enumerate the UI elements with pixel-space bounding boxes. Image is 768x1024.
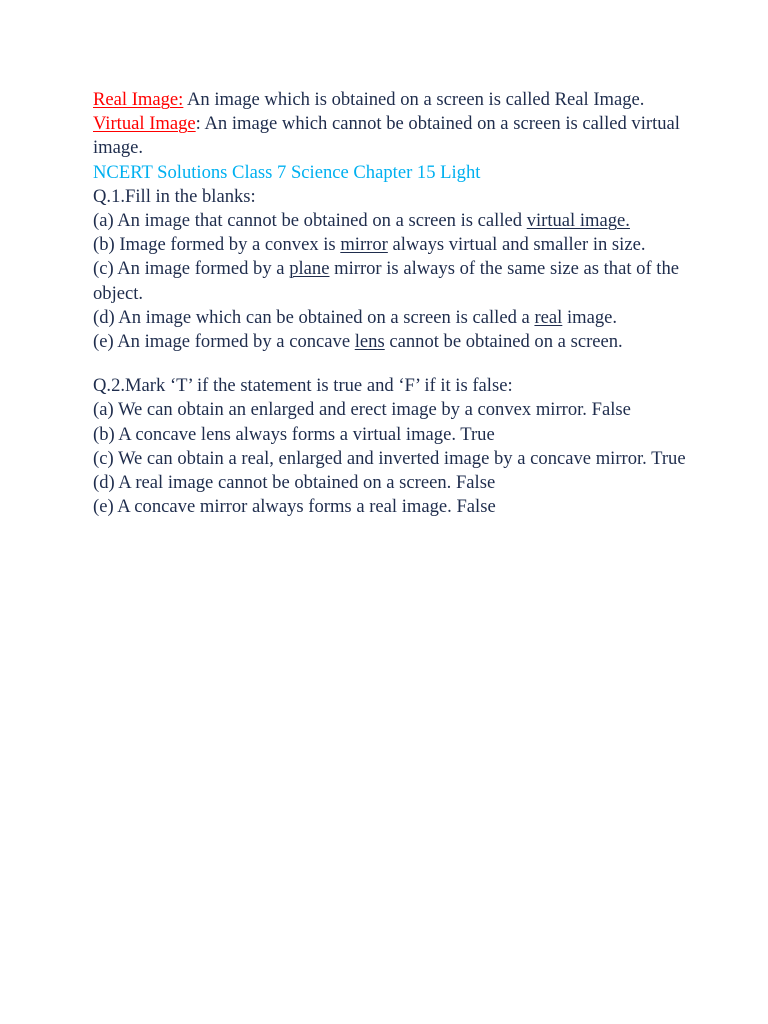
real-image-definition bbox=[93, 88, 693, 112]
q1-item-b bbox=[93, 233, 693, 257]
q1-d-post: image. bbox=[562, 306, 618, 328]
q2-item-c: (c) We can obtain a real, enlarged and inverted image by a concave mirror. True bbox=[93, 447, 686, 469]
q1-d-answer: real bbox=[534, 306, 563, 328]
q2-item-b: (b) A concave lens always forms a virtual image. True bbox=[93, 423, 495, 445]
real-image-term: Real Image: bbox=[93, 89, 184, 110]
q2-title: Q.2.Mark ‘T’ if the statement is true and ‘F’ if it is false: bbox=[93, 375, 513, 397]
q1-item-c bbox=[93, 257, 693, 305]
real-image-text: An image which is obtained on a screen is called Real Image. bbox=[183, 89, 645, 110]
q1-c-answer: plane bbox=[289, 258, 330, 280]
q1-title: Q.1.Fill in the blanks: bbox=[93, 185, 256, 207]
chapter-heading: NCERT Solutions Class 7 Science Chapter 15 Light bbox=[93, 161, 481, 183]
q2-item-e: (e) A concave mirror always forms a real image. False bbox=[93, 496, 496, 518]
q1-b-pre: (b) Image formed by a convex is bbox=[93, 234, 341, 256]
q1-b-answer: mirror bbox=[340, 234, 388, 256]
q1-e-answer: lens bbox=[354, 331, 385, 353]
q1-b-post: always virtual and smaller in size. bbox=[387, 234, 646, 256]
q1-c-pre: (c) An image formed by a bbox=[93, 258, 290, 280]
q2-item-d: (d) A real image cannot be obtained on a screen. False bbox=[93, 472, 496, 494]
section-spacer bbox=[93, 354, 693, 374]
q1-c-post: mirror is always of the same size as that of the object. bbox=[93, 258, 680, 304]
q1-item-e bbox=[93, 330, 693, 354]
q1-item-d bbox=[93, 306, 693, 330]
virtual-image-term: Virtual Image bbox=[93, 113, 196, 135]
q1-e-pre: (e) An image formed by a concave bbox=[93, 331, 355, 353]
q1-a-pre: (a) An image that cannot be obtained on a screen is called bbox=[93, 210, 527, 232]
virtual-image-definition bbox=[93, 112, 693, 160]
virtual-image-text: : An image which cannot be obtained on a screen is called virtual image. bbox=[93, 113, 680, 159]
q1-item-a bbox=[93, 209, 693, 233]
q1-d-pre: (d) An image which can be obtained on a screen is called a bbox=[93, 306, 535, 328]
q1-a-answer: virtual image. bbox=[526, 210, 630, 232]
q2-item-a: (a) We can obtain an enlarged and erect image by a convex mirror. False bbox=[93, 399, 631, 421]
q1-e-post: cannot be obtained on a screen. bbox=[384, 331, 623, 353]
document-page bbox=[93, 88, 693, 519]
